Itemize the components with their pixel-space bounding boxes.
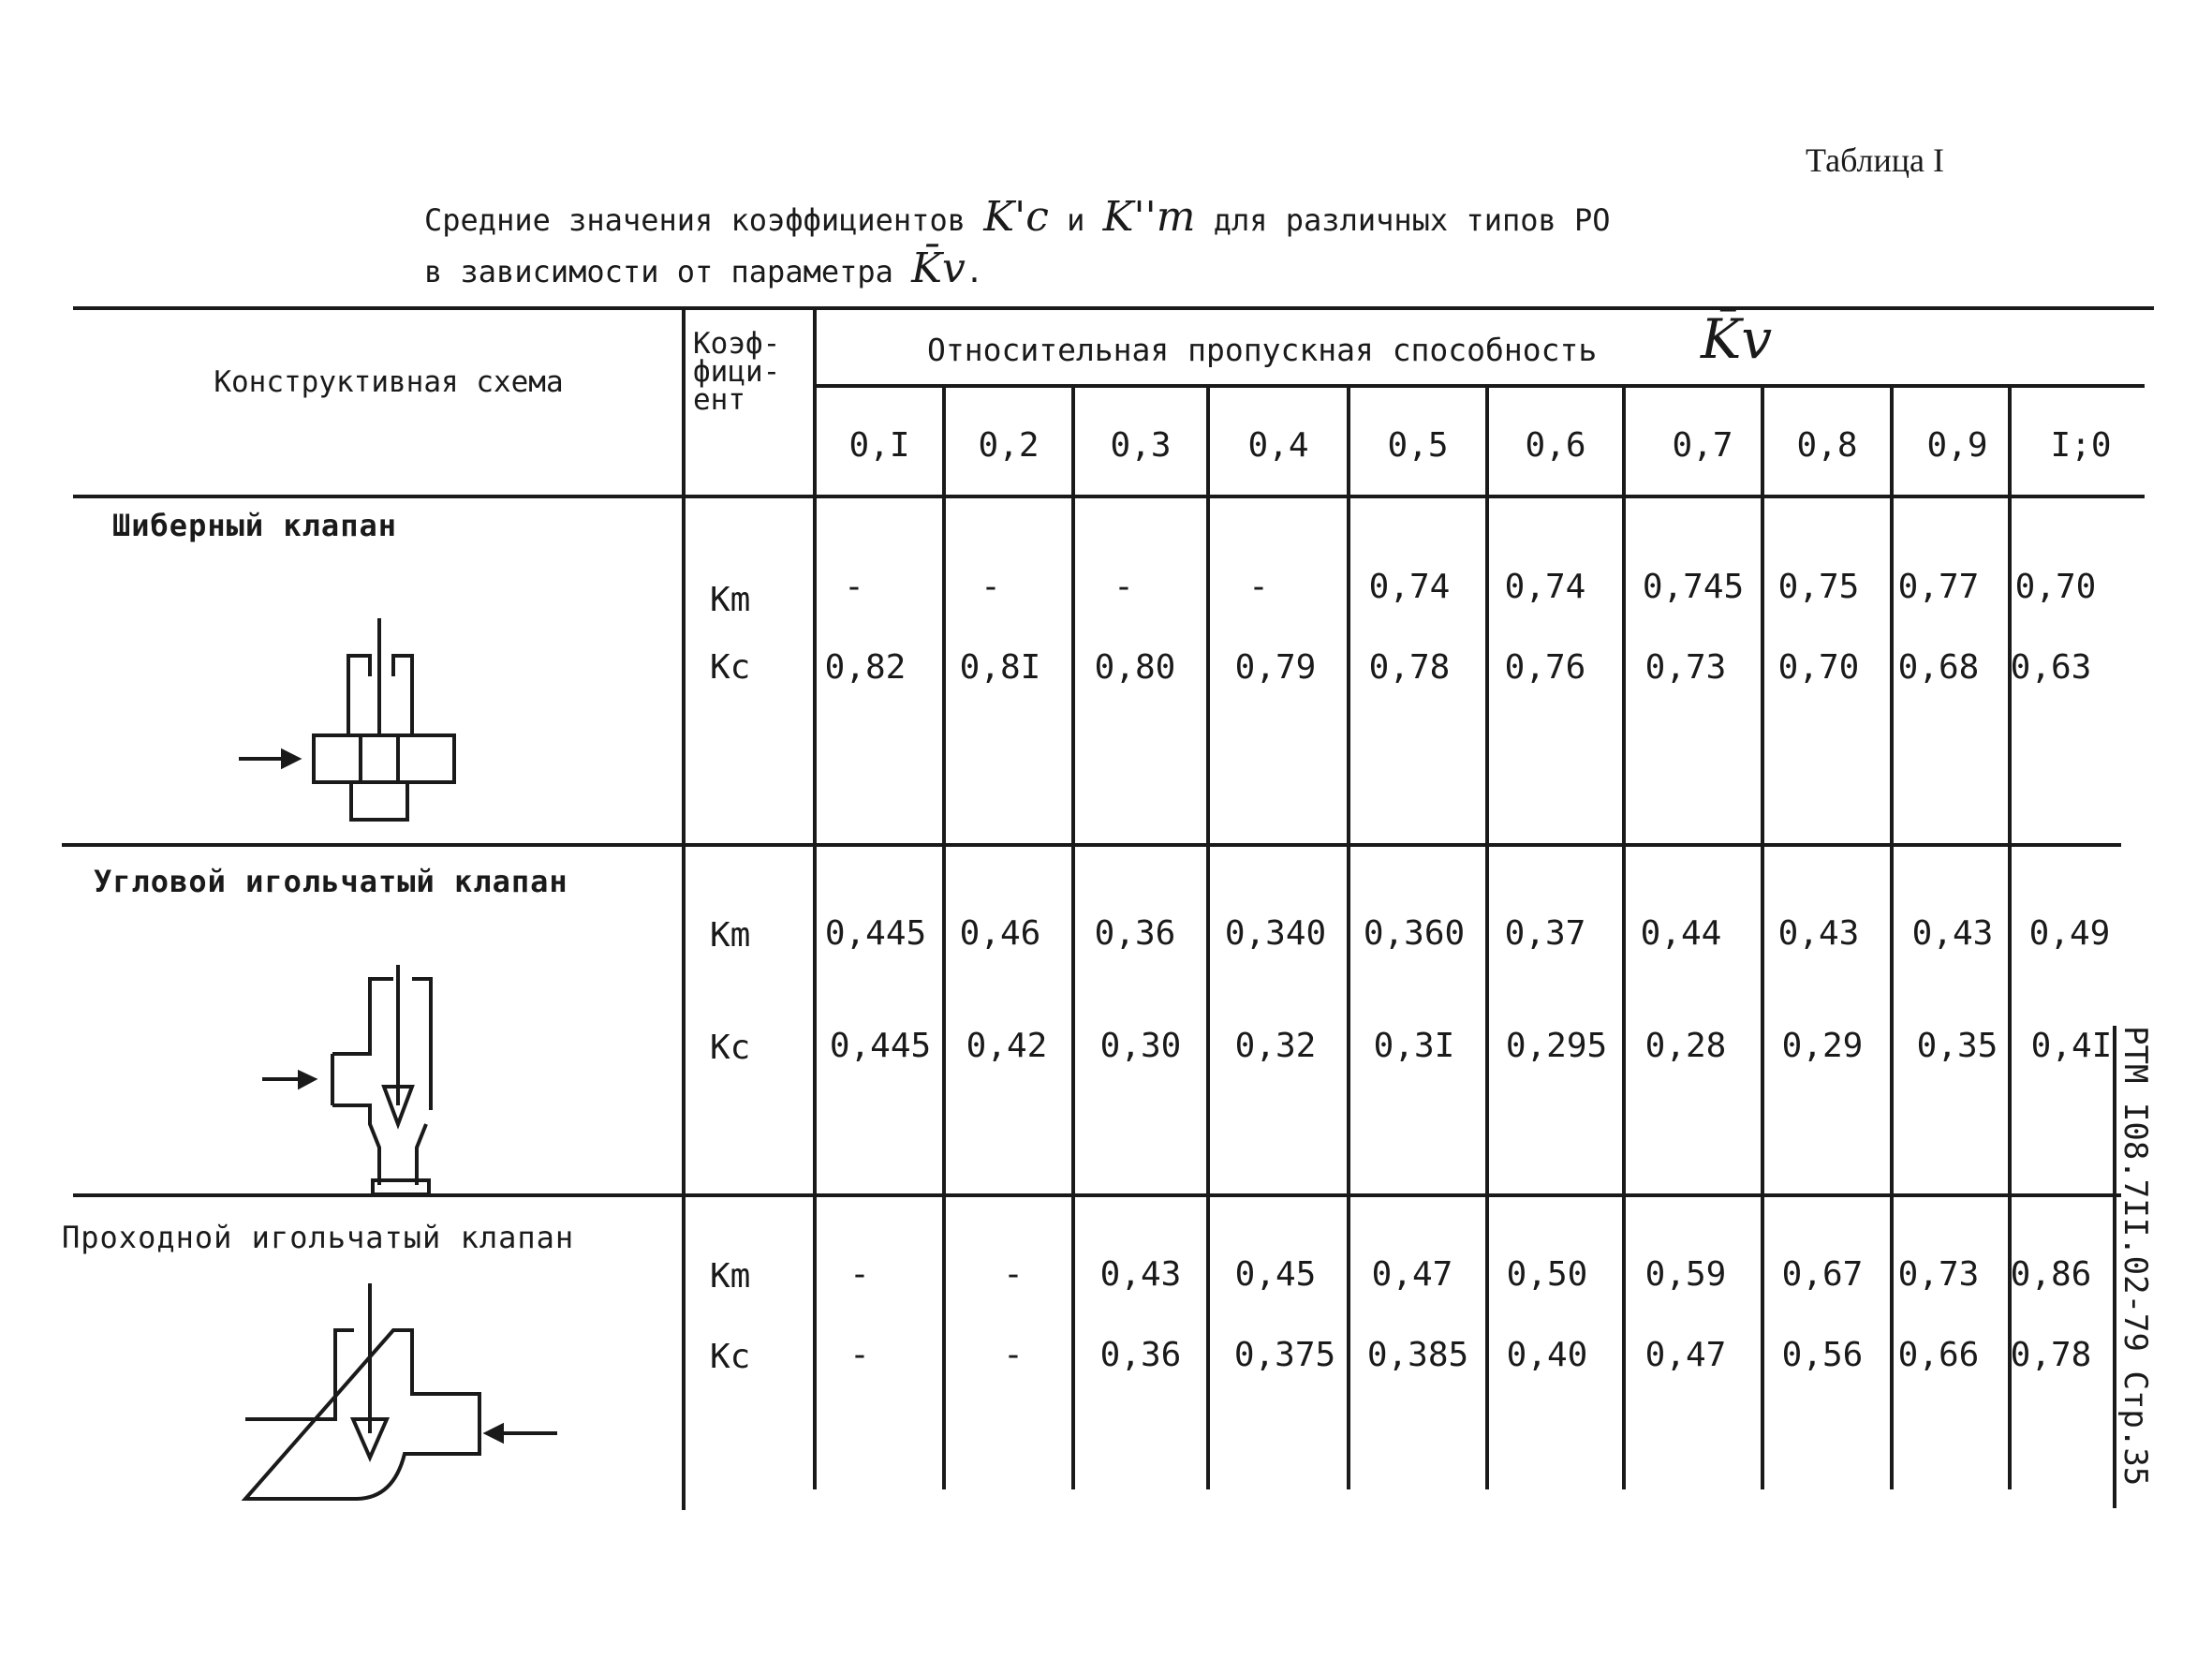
column-header: 0,4 xyxy=(1247,426,1309,465)
km-value: 0,86 xyxy=(2010,1255,2092,1294)
km-value: 0,73 xyxy=(1897,1255,1980,1294)
kc-value: 0,42 xyxy=(966,1027,1048,1065)
km-value: 0,70 xyxy=(2014,568,2097,606)
kc-value: - xyxy=(1003,1336,1024,1374)
column-header: 0,5 xyxy=(1387,426,1449,465)
kc-value: 0,28 xyxy=(1644,1027,1727,1065)
caption-and: и xyxy=(1067,202,1085,238)
km-value: 0,74 xyxy=(1368,568,1451,606)
kc-value: 0,80 xyxy=(1094,648,1176,687)
caption-period: . xyxy=(965,254,984,289)
caption-text-2: в зависимости от параметра xyxy=(424,254,893,289)
km-value: 0,37 xyxy=(1504,914,1586,953)
km-value: 0,59 xyxy=(1644,1255,1727,1294)
coefficient-header: Коэф-фици-ент xyxy=(693,327,781,417)
km-value: 0,49 xyxy=(2028,914,2111,953)
column-header: I;0 xyxy=(2050,426,2112,465)
km-value: 0,77 xyxy=(1897,568,1980,606)
column-header: 0,I xyxy=(848,426,910,465)
column-header: 0,6 xyxy=(1525,426,1586,465)
km-value: 0,43 xyxy=(1777,914,1860,953)
symbol-kv: K̄v xyxy=(911,244,966,292)
symbol-kc: K'c xyxy=(983,193,1049,241)
km-value: - xyxy=(981,568,1001,606)
km-value: 0,50 xyxy=(1506,1255,1588,1294)
kc-value: - xyxy=(849,1336,870,1374)
km-label: Km xyxy=(710,581,751,619)
relative-capacity-header: Относительная пропускная способность xyxy=(927,332,1598,368)
kc-value: 0,3I xyxy=(1373,1027,1455,1065)
row-title-straight-needle-valve: Проходной игольчатый клапан xyxy=(62,1220,575,1255)
km-value: 0,67 xyxy=(1781,1255,1864,1294)
kc-value: 0,8I xyxy=(959,648,1041,687)
km-value: 0,46 xyxy=(959,914,1041,953)
kc-value: 0,29 xyxy=(1781,1027,1864,1065)
km-value: - xyxy=(1248,568,1269,606)
km-value: 0,745 xyxy=(1642,568,1745,606)
km-value: 0,340 xyxy=(1224,914,1327,953)
kc-value: 0,79 xyxy=(1234,648,1317,687)
kc-value: 0,375 xyxy=(1233,1336,1336,1374)
km-value: 0,75 xyxy=(1777,568,1860,606)
angle-needle-valve-diagram xyxy=(262,965,431,1194)
column-header: 0,2 xyxy=(978,426,1040,465)
column-header: 0,8 xyxy=(1796,426,1858,465)
kc-value: 0,68 xyxy=(1897,648,1980,687)
scheme-header: Конструктивная схема xyxy=(214,365,564,399)
kc-value: 0,385 xyxy=(1366,1336,1469,1374)
km-value: 0,45 xyxy=(1234,1255,1317,1294)
km-value: 0,36 xyxy=(1094,914,1176,953)
kc-value: 0,4I xyxy=(2030,1027,2113,1065)
caption-text-1-end: для различных типов РО xyxy=(1213,202,1611,238)
km-value: - xyxy=(844,568,864,606)
kc-value: 0,76 xyxy=(1504,648,1586,687)
document-code-side-label: РТМ I08.7II.02-79 Стр.35 xyxy=(2116,1026,2154,1487)
kc-label: Кс xyxy=(710,648,751,687)
relative-capacity-symbol: K̄v xyxy=(1701,307,1773,371)
km-value: - xyxy=(1003,1255,1024,1294)
kc-label: Кс xyxy=(710,1029,751,1067)
km-value: 0,44 xyxy=(1640,914,1722,953)
row-title-angle-needle-valve: Угловой игольчатый клапан xyxy=(94,864,568,899)
row-title-gate-valve: Шиберный клапан xyxy=(112,508,397,543)
kc-value: 0,78 xyxy=(1368,648,1451,687)
kc-value: 0,36 xyxy=(1099,1336,1182,1374)
gate-valve-diagram xyxy=(239,618,454,820)
kc-label: Кс xyxy=(710,1338,751,1376)
km-value: 0,43 xyxy=(1911,914,1994,953)
km-value: - xyxy=(849,1255,870,1294)
column-header: 0,3 xyxy=(1110,426,1172,465)
kc-value: 0,30 xyxy=(1099,1027,1182,1065)
kc-value: 0,295 xyxy=(1505,1027,1608,1065)
kc-value: 0,47 xyxy=(1644,1336,1727,1374)
kc-value: 0,56 xyxy=(1781,1336,1864,1374)
km-value: 0,445 xyxy=(824,914,927,953)
kc-value: 0,63 xyxy=(2010,648,2092,687)
kc-value: 0,70 xyxy=(1777,648,1860,687)
column-header: 0,9 xyxy=(1926,426,1988,465)
kc-value: 0,78 xyxy=(2010,1336,2092,1374)
km-value: 0,74 xyxy=(1504,568,1586,606)
caption-text-1: Средние значения коэффициентов xyxy=(424,202,966,238)
kc-value: 0,445 xyxy=(829,1027,932,1065)
km-label: Km xyxy=(710,916,751,955)
km-value: - xyxy=(1113,568,1134,606)
kc-value: 0,82 xyxy=(824,648,907,687)
km-value: 0,360 xyxy=(1363,914,1466,953)
column-header: 0,7 xyxy=(1672,426,1733,465)
kc-value: 0,32 xyxy=(1234,1027,1317,1065)
km-label: Km xyxy=(710,1257,751,1296)
kc-value: 0,40 xyxy=(1506,1336,1588,1374)
km-value: 0,43 xyxy=(1099,1255,1182,1294)
symbol-km: K''m xyxy=(1102,193,1196,241)
kc-value: 0,35 xyxy=(1916,1027,1998,1065)
straight-needle-valve-diagram xyxy=(245,1283,557,1499)
table-number-label: Таблица I xyxy=(1806,141,1944,179)
kc-value: 0,73 xyxy=(1644,648,1727,687)
km-value: 0,47 xyxy=(1371,1255,1453,1294)
kc-value: 0,66 xyxy=(1897,1336,1980,1374)
